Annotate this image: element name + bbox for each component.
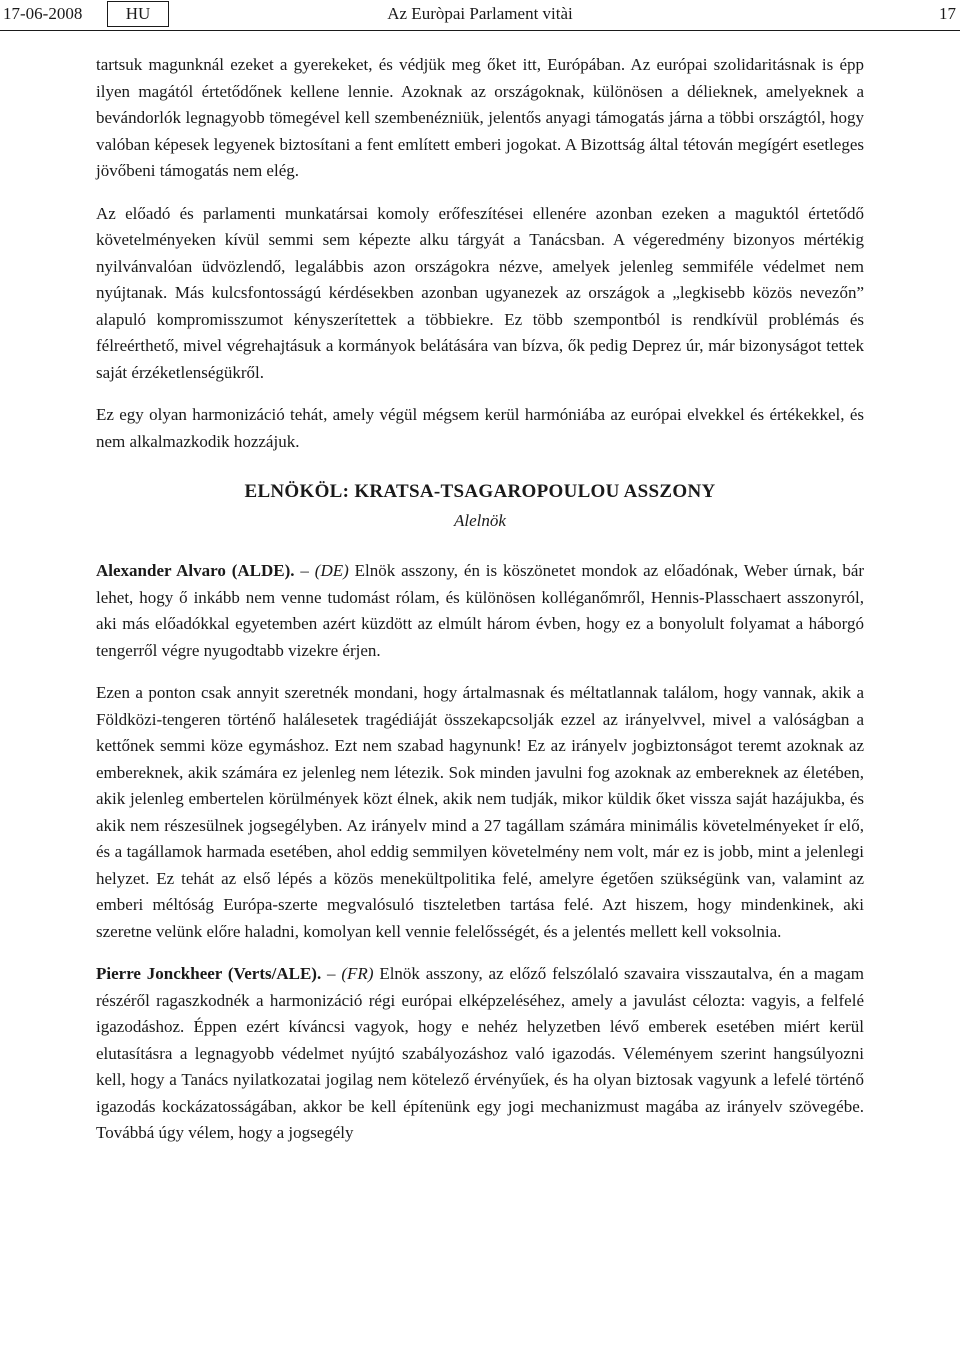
page-header <box>0 0 960 31</box>
language-code: (FR) <box>341 964 374 983</box>
speech-dash: – <box>321 964 342 983</box>
language-badge: HU <box>107 1 169 27</box>
speech-alvaro <box>96 558 864 664</box>
speech-text: Elnök asszony, az előző felszólaló szavaira visszautalva, én a magam részéről ragaszkodnék a harmonizáció régi európai elképzeléséhez, amely a javulást célozta: vagyis, a felfelé igazodáshoz. Éppen ezért kíváncsi vagyok, hogy e nehéz helyzetben lévő emberek esetében miért kerül elutasításra a legnagyobb védelmet nyújtó szabályozáshoz való igazodás. Véleményem szerint hangsúlyozni kell, hogy a Tanács nyilatkozatai jogilag nem kötelező érvényűek, és ha olyan biztosak vagyunk a lefelé történő igazodás kockázatosságában, akkor be kell építenünk egy jogi mechanizmust magába az irányelv szövegébe. Továbbá úgy vélem, hogy a jogsegély <box>96 964 864 1142</box>
document-body <box>96 52 864 1163</box>
chair-role: Alelnök <box>454 510 506 530</box>
paragraph-4: Ezen a ponton csak annyit szeretnék mondani, hogy ártalmasnak és méltatlannak találom, hogy vannak, akik a Földközi-tengeren történő halálesetek tragédiáját összekapcsolják ezzel az irányelvvel, mivel a valóságban a kettőnek semmi köze egymáshoz. Ezt nem szabad hagynunk! Ez az irányelv jogbiztonságot teremt azoknak az embereknek, akik számára ez jelenleg nem létezik. Sok minden javulni fog azoknak az embereknek az életében, akik jelenleg embertelen körülmények közt élnek, akik nem tudják, mikor küldik őket vissza saját hazájukba, és akik nem részesülnek jogsegélyben. Az irányelv mind a 27 tagállam számára minimális követelményeket ír elő, és a tagállamok harmada esetében, ahol eddig semmilyen követelmény nem volt, már ez is jobb, mint a jelenlegi helyzet. Ez tehát az első lépés a közös menekültpolitika felé, amelyre égetően szükségünk van, valamint az emberi méltóság Európa-szerte megvalósuló tiszteletben tartása felé. Azt hiszem, hogy mindenkinek, aki szeretne velünk előre haladni, komolyan kell vennie felelősségét, és a jelentés mellett kell voksolnia. <box>96 683 864 941</box>
header-date: 17-06-2008 <box>3 4 83 23</box>
page-number: 17 <box>939 4 956 23</box>
speech-text: Elnök asszony, én is köszönetet mondok az előadónak, Weber úrnak, bár lehet, hogy ő inkább nem venne tudomást rólam, és különösen kolléganőmről, Hennis-Plasschaert asszonyról, aki más előadókkal egyetemben azért küzdött az elmúlt három évben, hogy ez a bonyolult folyamat a háborgó tengerről végre nyugodtabb vizekre érjen. <box>96 561 865 660</box>
speaker-name: Pierre Jonckheer (Verts/ALE). <box>96 964 322 983</box>
language-code: (DE) <box>314 561 349 580</box>
document-title: Az Euròpai Parlament vitài <box>387 4 573 23</box>
speaker-name: Alexander Alvaro (ALDE). <box>96 561 295 580</box>
paragraph-3: Ez egy olyan harmonizáció tehát, amely végül mégsem kerül harmóniába az európai elvekkel és értékekkel, és nem alkalmazkodik hozzájuk. <box>96 405 864 451</box>
chair-heading: ELNÖKÖL: KRATSA-TSAGAROPOULOU ASSZONY <box>244 481 716 502</box>
speech-jonckheer <box>96 961 864 1147</box>
paragraph-2: Az előadó és parlamenti munkatársai komoly erőfeszítései ellenére azonban ezeken a maguktól értetődő követelményeken kívül semmi sem képezte alku tárgyát a Tanácsban. A végeredmény bizonyos mértékig nyilvánvalóan üdvözlendő, legalábbis azon országokra nézve, amelyek jelenleg semmiféle védelmet nem nyújtanak. Más kulcsfontosságú kérdésekben azonban ugyanezek az országok a „legkisebb közös nevezőn” alapuló kompromisszumot kényszerítettek a többiekre. Ez több szempontból is rendkívül problémás és félreérthető, mivel végrehajtásuk a kormányok belátására van bízva, ők pedig Deprez úr, már bizonyságot tettek saját érzéketlenségükről. <box>96 203 864 382</box>
speech-dash: – <box>294 561 315 580</box>
paragraph-1: tartsuk magunknál ezeket a gyerekeket, és védjük meg őket itt, Európában. Az európai szolidaritásnak is épp ilyen magától értetődőnek kellene lennie. Azoknak az országoknak, különösen a délieknek, amelyeknek a bevándorlók legnagyobb tömegével kell szembenézniük, jelentős anyagi támogatás járna a többi országtól, hogy valóban képesek legyenek biztosítani a fent említett emberi jogokat. A Bizottság által tétován megígért esetleges jövőbeni támogatás nem elég. <box>96 55 864 180</box>
